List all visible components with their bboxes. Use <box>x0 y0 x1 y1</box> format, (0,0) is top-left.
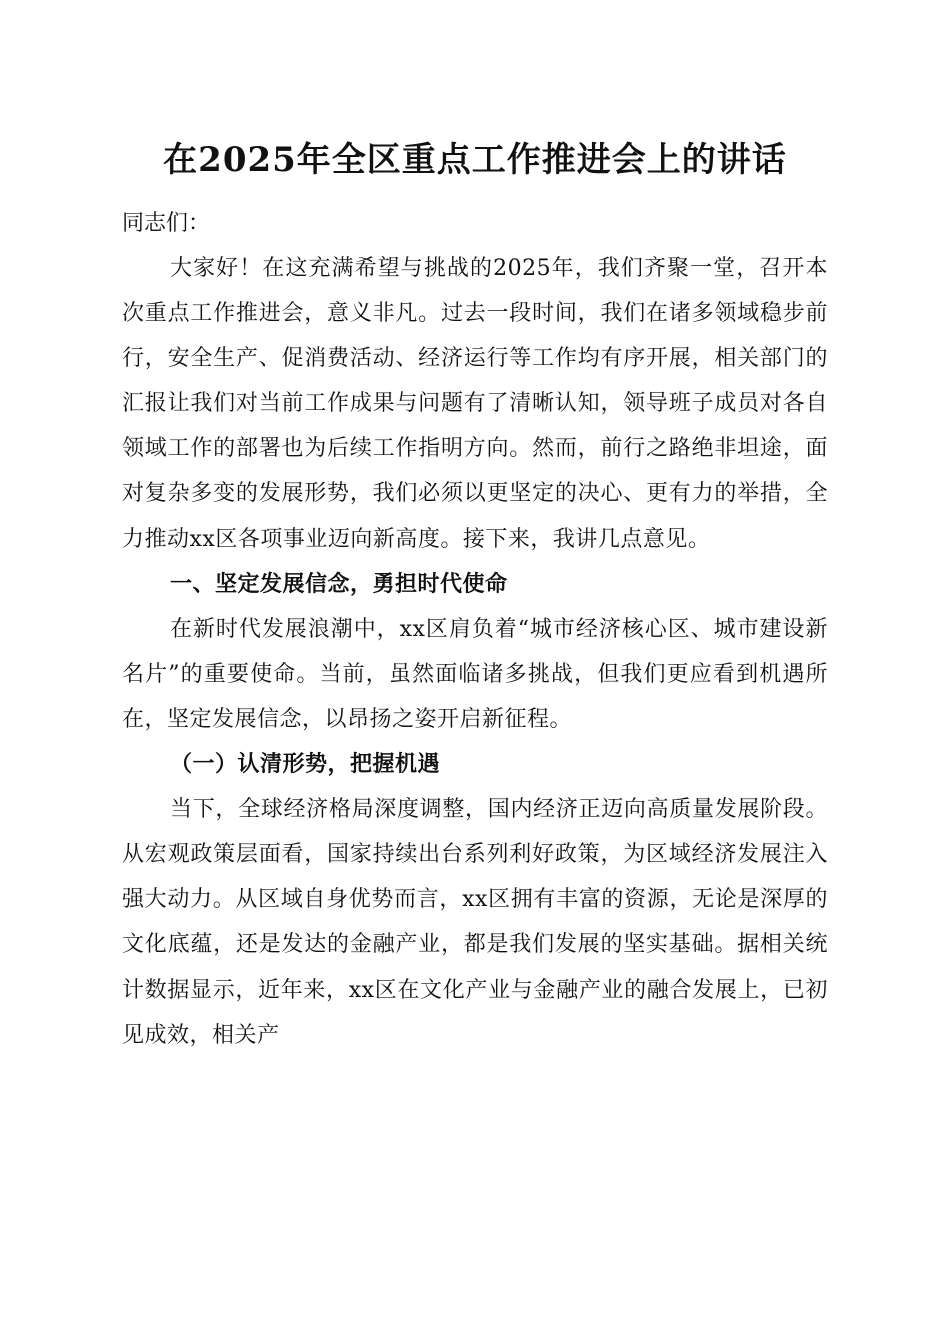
document-body <box>122 200 828 1058</box>
subsection-heading-1: （一）认清形势，把握机遇 <box>170 751 441 778</box>
paragraph-opening: 大家好！在这充满希望与挑战的2025年，我们齐聚一堂，召开本次重点工作推进会，意义非凡。过去一段时间，我们在诸多领域稳步前行，安全生产、促消费活动、经济运行等工作均有序开展，相关部门的汇报让我们对当前工作成果与问题有了清晰认知，领导班子成员对各自领域工作的部署也为后续工作指明方向。然而，前行之路绝非坦途，面对复杂多变的发展形势，我们必须以更坚定的决心、更有力的举措，全力推动xx区各项事业迈向新高度。接下来，我讲几点意见。 <box>122 256 828 552</box>
section-heading-1: 一、坚定发展信念，勇担时代使命 <box>170 570 508 597</box>
paragraph-section-1: 在新时代发展浪潮中，xx区肩负着“城市经济核心区、城市建设新名片”的重要使命。当前，虽然面临诸多挑战，但我们更应看到机遇所在，坚定发展信念，以昂扬之姿开启新征程。 <box>122 616 828 732</box>
paragraph-subsection-1: 当下，全球经济格局深度调整，国内经济正迈向高质量发展阶段。从宏观政策层面看，国家持续出台系列利好政策，为区域经济发展注入强大动力。从区域自身优势而言，xx区拥有丰富的资源，无论是深厚的文化底蕴，还是发达的金融产业，都是我们发展的坚实基础。据相关统计数据显示，近年来，xx区在文化产业与金融产业的融合发展上，已初见成效，相关产 <box>122 797 828 1048</box>
salutation: 同志们： <box>122 211 211 236</box>
document-title: 在2025年全区重点工作推进会上的讲话 <box>163 140 787 180</box>
